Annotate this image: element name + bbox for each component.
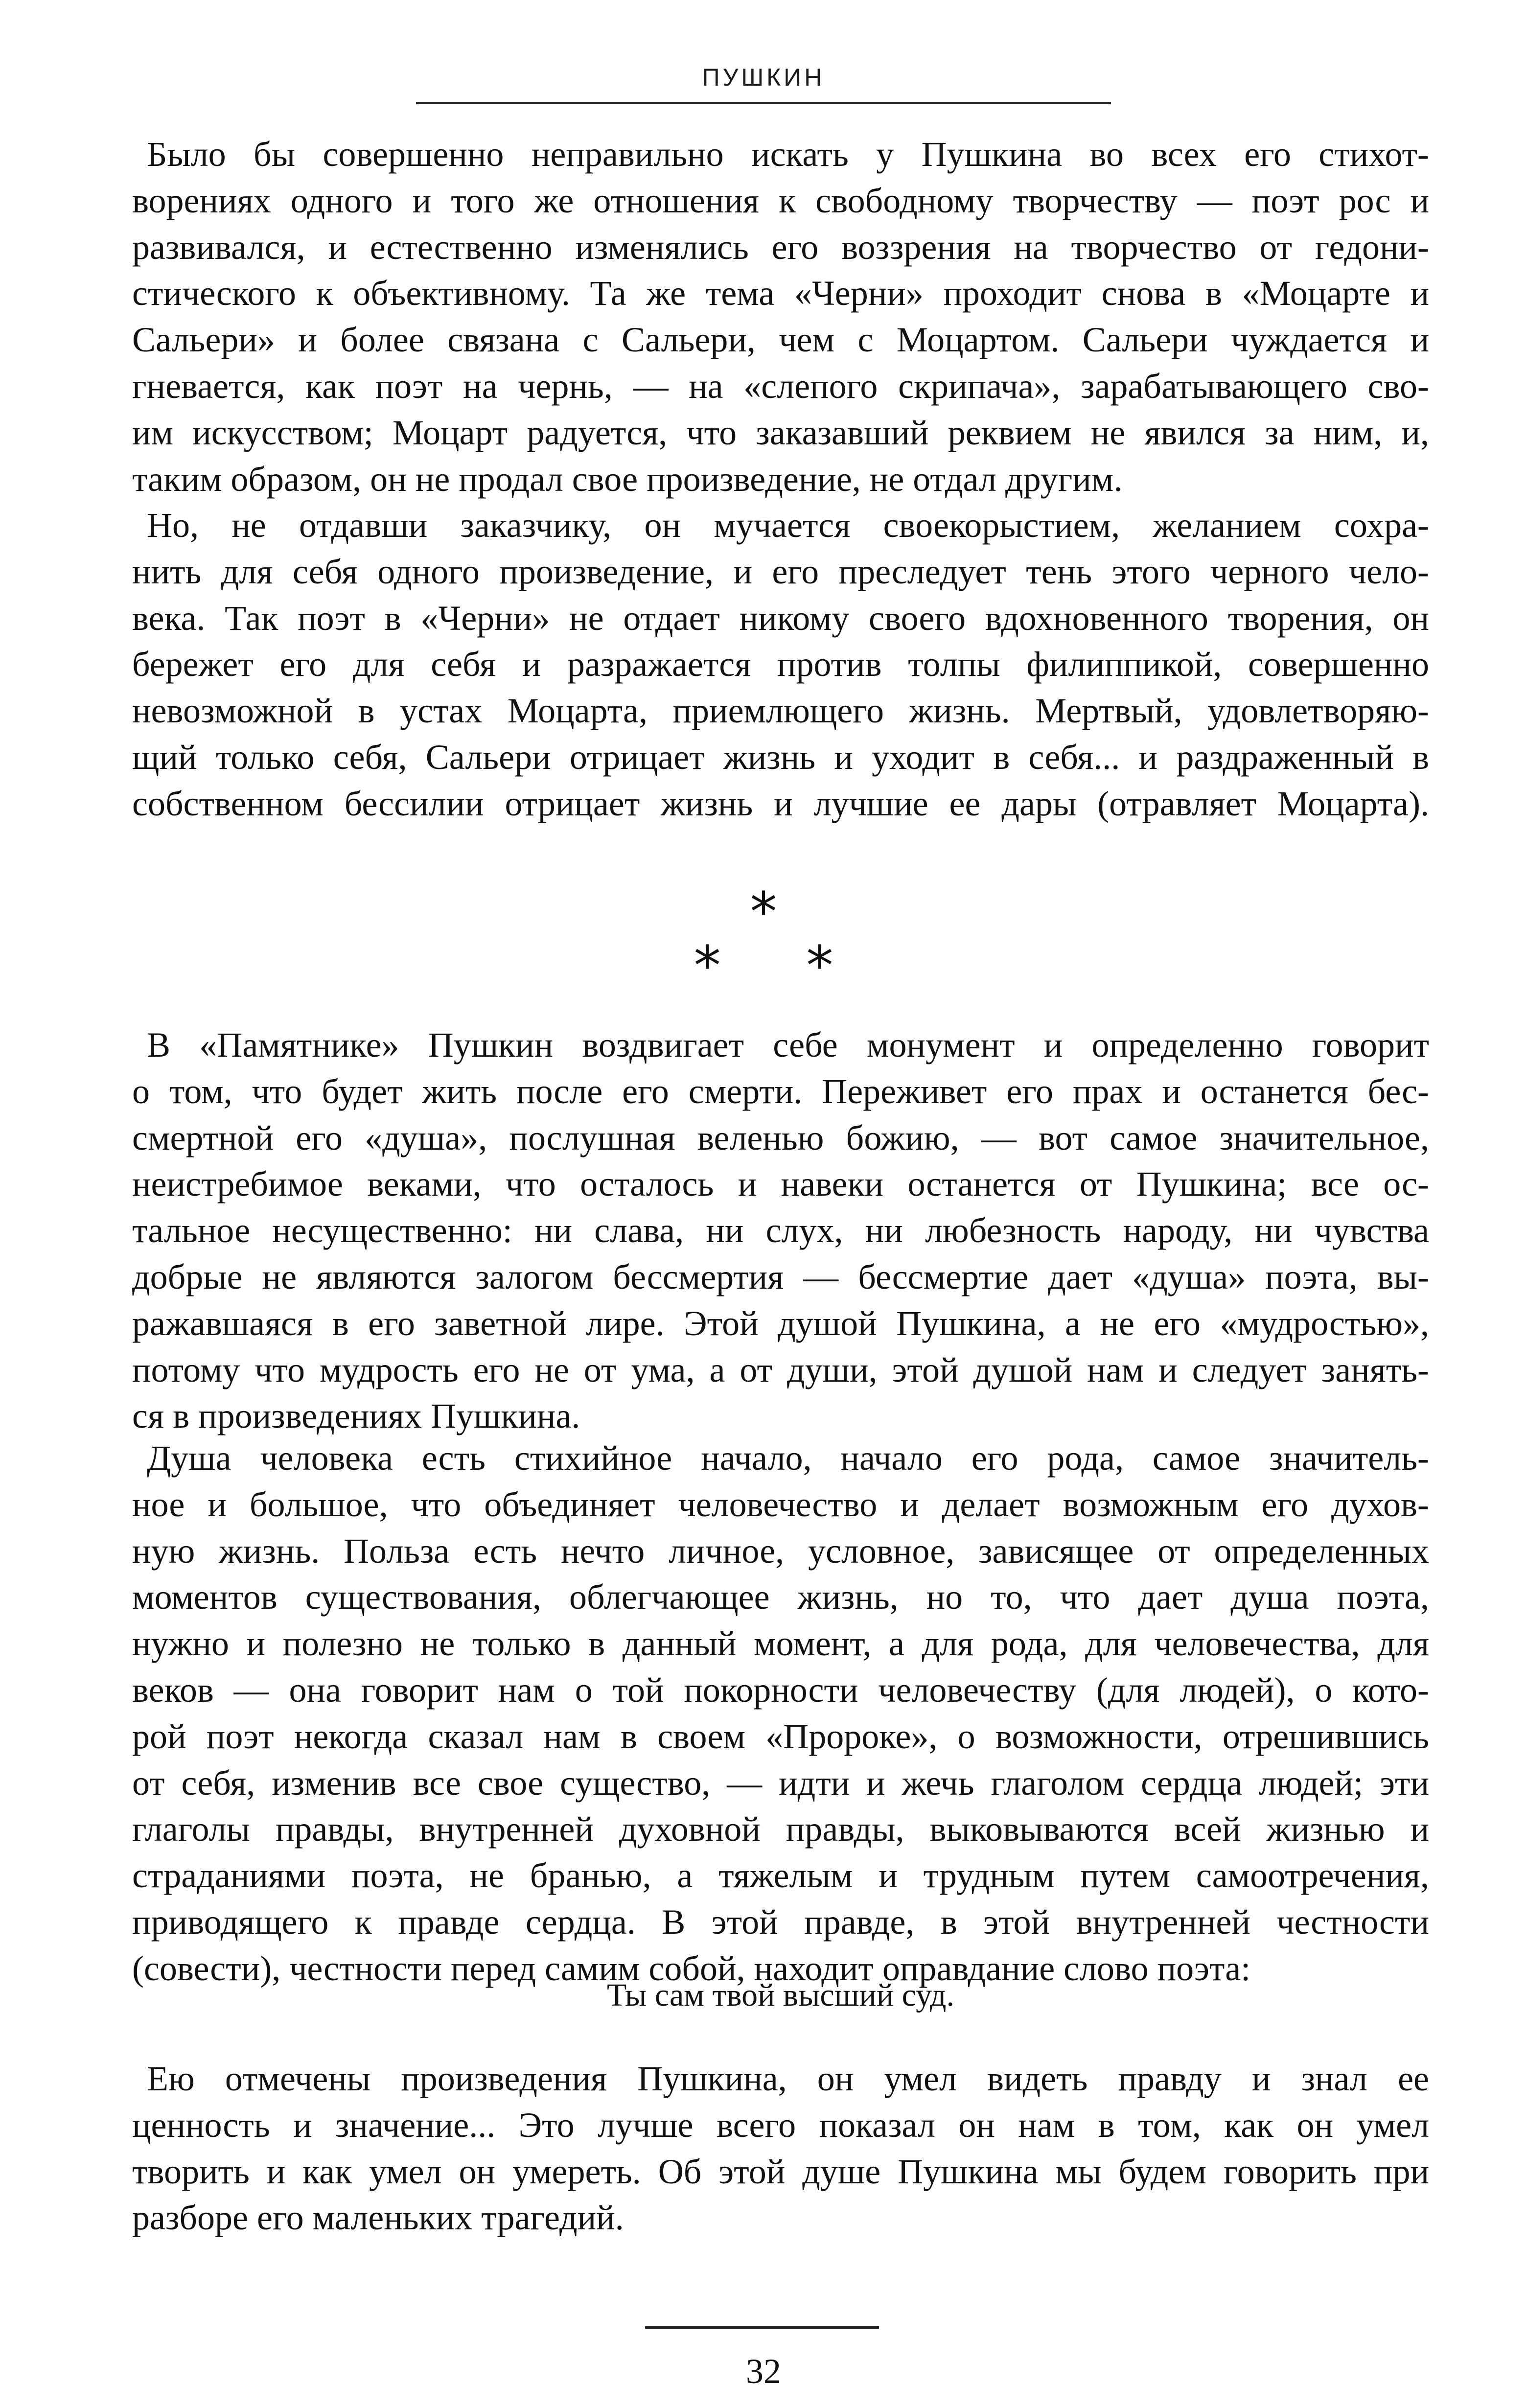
text-line: о том, что будет жить после его смерти. Переживет его прах и останется бес- — [132, 1071, 1429, 1111]
text-line: неистребимое веками, что осталось и навеки останется от Пушкина; все ос- — [132, 1164, 1429, 1204]
paragraph-5 — [132, 2056, 1429, 2241]
paragraph-2 — [132, 502, 1429, 827]
text-line: добрые не являются залогом бессмертия — бессмертие дает «душа» поэта, вы- — [132, 1257, 1429, 1297]
section-separator-top: * — [750, 880, 777, 943]
text-line: глаголы правды, внутренней духовной правды, выковываются всей жизнью и — [132, 1809, 1429, 1849]
footer-rule — [645, 2326, 879, 2329]
text-line: ражавшаяся в его заветной лире. Этой душой Пушкина, а не его «мудростью», — [132, 1303, 1429, 1343]
text-line: собственном бессилии отрицает жизнь и лучшие ее дары (отравляет Моцарта). — [132, 784, 1429, 823]
text-line: гневается, как поэт на чернь, — на «слепого скрипача», зарабатывающего сво- — [132, 366, 1429, 406]
text-line: тальное несущественно: ни слава, ни слух, ни любезность народу, ни чувства — [132, 1211, 1429, 1250]
text-line: развивался, и естественно изменялись его воззрения на творчество от гедони- — [132, 227, 1429, 267]
quote-line: Ты сам твой высший суд. — [606, 1977, 954, 2013]
text-line: века. Так поэт в «Черни» не отдает никому своего вдохновенного творения, он — [132, 598, 1429, 638]
page-number: 32 — [746, 2352, 781, 2391]
text-line: (совести), честности перед самим собой, находит оправдание слово поэта: — [132, 1948, 1251, 1988]
paragraph-1 — [132, 131, 1429, 502]
text-line: им искусством; Моцарт радуется, что заказавший реквием не явился за ним, и, — [132, 413, 1429, 452]
text-line: Сальери» и более связана с Сальери, чем с Моцартом. Сальери чуждается и — [132, 320, 1429, 360]
paragraph-4 — [132, 1435, 1429, 1992]
text-line: приводящего к правде сердца. В этой правде, в этой внутренней честности — [132, 1902, 1429, 1942]
text-line: нужно и полезно не только в данный момент, а для рода, для человечества, для — [132, 1624, 1429, 1664]
text-line: ворениях одного и того же отношения к свободному творчеству — поэт рос и — [132, 181, 1429, 220]
paragraph-3 — [132, 1022, 1429, 1439]
text-line: творить и как умел он умереть. Об этой душе Пушкина мы будем говорить при — [132, 2152, 1429, 2191]
text-line: Но, не отдавши заказчику, он мучается своекорыстием, желанием сохра- — [147, 506, 1429, 545]
text-line: потому что мудрость его не от ума, а от души, этой душой нам и следует занять- — [132, 1350, 1429, 1389]
text-line: ся в произведениях Пушкина. — [132, 1396, 580, 1436]
running-head: ПУШКИН — [702, 64, 825, 91]
text-line: В «Памятнике» Пушкин воздвигает себе монумент и определенно говорит — [147, 1025, 1429, 1065]
header-rule — [416, 102, 1111, 104]
text-line: нить для себя одного произведение, и его преследует тень этого черного чело- — [132, 552, 1429, 591]
text-line: смертной его «душа», послушная веленью божию, — вот самое значительное, — [132, 1118, 1429, 1158]
text-line: от себя, изменив все свое существо, — идти и жечь глаголом сердца людей; эти — [132, 1763, 1429, 1803]
text-line: невозможной в устах Моцарта, приемлющего жизнь. Мертвый, удовлетворяю- — [132, 691, 1429, 731]
text-line: Ею отмечены произведения Пушкина, он умел видеть правду и знал ее — [147, 2059, 1429, 2098]
text-line: бережет его для себя и разражается против толпы филиппикой, совершенно — [132, 645, 1429, 684]
text-line: ценность и значение... Это лучше всего показал он нам в том, как он умел — [132, 2105, 1429, 2145]
text-line: таким образом, он не продал свое произведение, не отдал другим. — [132, 459, 1123, 499]
text-line: стического к объективному. Та же тема «Черни» проходит снова в «Моцарте и — [132, 274, 1429, 313]
text-line: ную жизнь. Польза есть нечто личное, условное, зависящее от определенных — [132, 1531, 1429, 1571]
text-line: Душа человека есть стихийное начало, начало его рода, самое значитель- — [147, 1438, 1429, 1478]
text-line: рой поэт некогда сказал нам в своем «Пророке», о возможности, отрешившись — [132, 1716, 1429, 1756]
text-line: моментов существования, облегчающее жизнь, но то, что дает душа поэта, — [132, 1577, 1429, 1617]
section-separator-bottom: * * — [694, 934, 833, 997]
text-line: ное и большое, что объединяет человечество и делает возможным его духов- — [132, 1484, 1429, 1524]
text-line: веков — она говорит нам о той покорности человечеству (для людей), о кото- — [132, 1670, 1429, 1710]
text-line: страданиями поэта, не бранью, а тяжелым и трудным путем самоотречения, — [132, 1856, 1429, 1896]
text-line: Было бы совершенно неправильно искать у Пушкина во всех его стихот- — [147, 135, 1429, 174]
text-line: щий только себя, Сальери отрицает жизнь и уходит в себя... и раздраженный в — [132, 737, 1429, 777]
text-line: разборе его маленьких трагедий. — [132, 2198, 624, 2238]
